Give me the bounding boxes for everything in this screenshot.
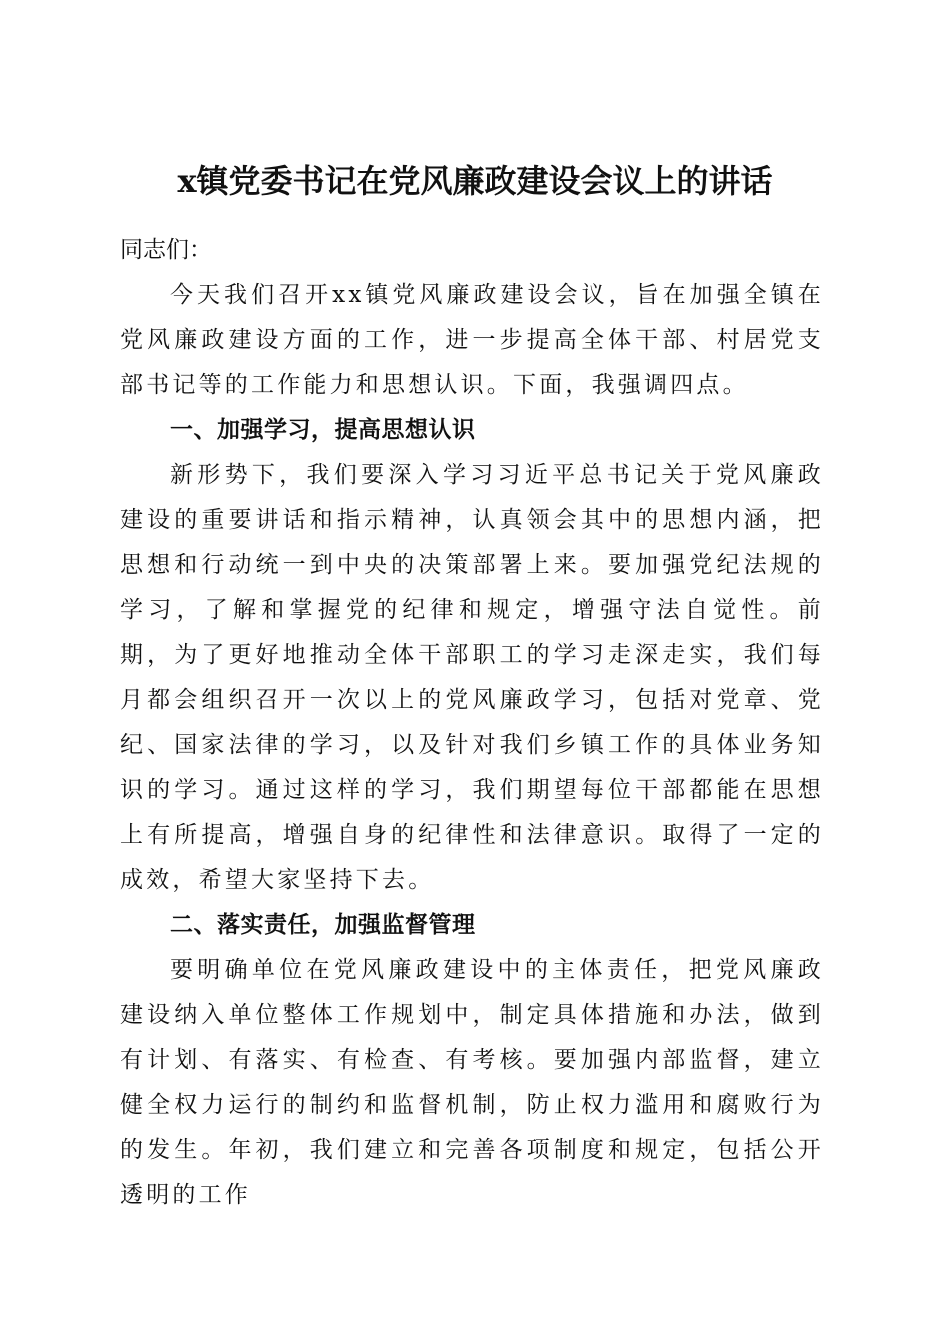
- section-heading-2: 二、落实责任，加强监督管理: [170, 912, 476, 938]
- section-paragraph-1: 新形势下，我们要深入学习习近平总书记关于党风廉政建设的重要讲话和指示精神，认真领会其中的思想内涵，把思想和行动统一到中央的决策部署上来。要加强党纪法规的学习，了解和掌握党的纪律和规定，增强守法自觉性。前期，为了更好地推动全体干部职工的学习走深走实，我们每月都会组织召开一次以上的党风廉政学习，包括对党章、党纪、国家法律的学习，以及针对我们乡镇工作的具体业务知识的学习。通过这样的学习，我们期望每位干部都能在思想上有所提高，增强自身的纪律性和法律意识。取得了一定的成效，希望大家坚持下去。: [120, 462, 824, 893]
- document-body: [120, 228, 824, 1218]
- section-paragraph-2: 要明确单位在党风廉政建设中的主体责任，把党风廉政建设纳入单位整体工作规划中，制定具体措施和办法，做到有计划、有落实、有检查、有考核。要加强内部监督，建立健全权力运行的制约和监督机制，防止权力滥用和腐败行为的发生。年初，我们建立和完善各项制度和规定，包括公开透明的工作: [120, 957, 824, 1208]
- salutation: 同志们：: [120, 237, 212, 263]
- intro-paragraph: 今天我们召开xx镇党风廉政建设会议，旨在加强全镇在党风廉政建设方面的工作，进一步提高全体干部、村居党支部书记等的工作能力和思想认识。下面，我强调四点。: [120, 282, 824, 398]
- document-title: x镇党委书记在党风廉政建设会议上的讲话: [177, 162, 773, 201]
- section-heading-1: 一、加强学习，提高思想认识: [170, 417, 476, 443]
